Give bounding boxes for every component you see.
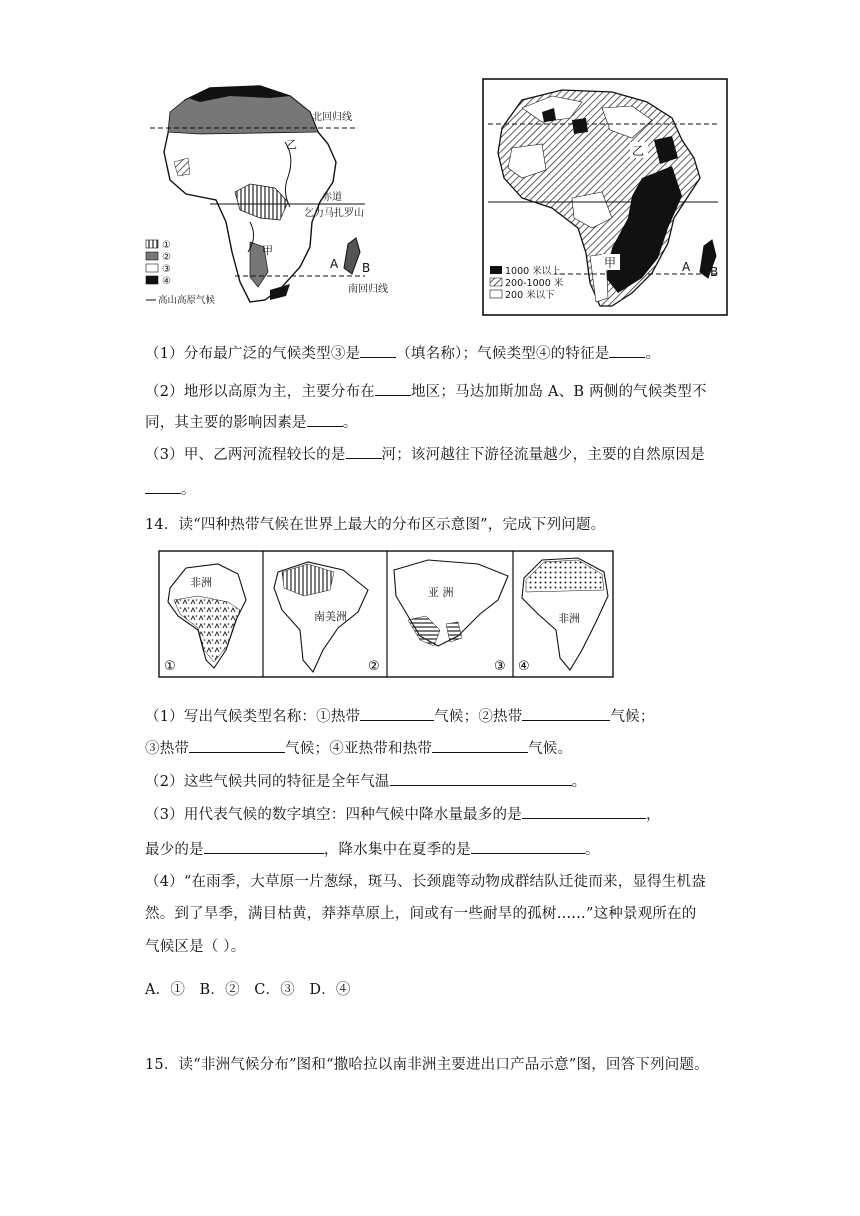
- option-b[interactable]: B．②: [199, 982, 240, 998]
- answer-blank[interactable]: [204, 839, 324, 854]
- answer-blank[interactable]: [375, 381, 411, 396]
- answer-blank[interactable]: [145, 479, 181, 494]
- terrain-legend-2: 200-1000 米: [505, 278, 564, 289]
- africa-terrain-map: [482, 78, 728, 316]
- panel-2-number: ②: [368, 659, 380, 674]
- answer-blank[interactable]: [609, 343, 645, 358]
- q13-part3-cont: 。: [145, 479, 725, 500]
- equator-label: 赤道: [322, 192, 342, 203]
- answer-blank[interactable]: [360, 343, 396, 358]
- tropical-climate-panels: [158, 550, 614, 678]
- africa-climate-map: [140, 82, 405, 314]
- answer-blank[interactable]: [189, 738, 285, 753]
- q14-part3: （3）用代表气候的数字填空：四种气候中降水量最多的是 ，: [145, 804, 725, 825]
- answer-blank[interactable]: [307, 412, 343, 427]
- legend-5: 高山高原气候: [158, 295, 216, 306]
- map1-legend: [146, 240, 216, 306]
- map2-legend: [488, 264, 564, 306]
- legend-4: ④: [162, 276, 171, 287]
- terrain-jia-label: 甲: [604, 256, 617, 270]
- answer-blank[interactable]: [346, 444, 382, 459]
- q14-part1-cont: ③热带 气候；④亚热带和热带 气候。: [145, 738, 725, 759]
- panel-4-label: 非洲: [558, 612, 580, 625]
- option-d[interactable]: D．④: [309, 982, 351, 998]
- q14-options: [145, 980, 725, 1000]
- terrain-point-b: B: [710, 265, 719, 279]
- panel-2-label: 南美洲: [314, 610, 347, 623]
- answer-blank[interactable]: [432, 738, 528, 753]
- panel-1-label: 非洲: [190, 576, 212, 589]
- q13-part2: （2）地形以高原为主，主要分布在 地区；马达加斯加岛 A、B 两侧的气候类型不: [145, 381, 725, 402]
- river-yi-label: 乙: [286, 138, 297, 151]
- q13-part1: （1）分布最广泛的气候类型③是 （填名称）；气候类型④的特征是 。: [145, 343, 725, 364]
- answer-blank[interactable]: [471, 839, 585, 854]
- q14-part3-cont: 最少的是 ，降水集中在夏季的是 。: [145, 839, 725, 860]
- option-c[interactable]: C．③: [254, 982, 295, 998]
- q13-part3: （3）甲、乙两河流程较长的是 河；该河越往下游径流量越少，主要的自然原因是: [145, 444, 725, 465]
- terrain-point-a: A: [682, 260, 691, 274]
- tropic-capricorn-label: 南回归线: [348, 284, 388, 295]
- q15-title: 15．读“非洲气候分布”图和“撒哈拉以南非洲主要进出口产品示意”图，回答下列问题。: [145, 1057, 709, 1073]
- panel-1-number: ①: [164, 659, 176, 674]
- q14-part1: （1）写出气候类型名称：①热带 气候；②热带 气候；: [145, 706, 725, 727]
- point-a-label: A: [330, 257, 339, 271]
- point-b-label: B: [362, 261, 371, 275]
- q14-part4-line2: 然。到了旱季，满目枯黄，莽莽草原上，间或有一些耐旱的孤树……”这种景观所在的: [145, 906, 697, 922]
- madagascar: [344, 238, 360, 274]
- panel-3-label: 亚 洲: [428, 586, 454, 599]
- terrain-legend-3: 200 米以下: [505, 290, 555, 301]
- answer-blank[interactable]: [360, 706, 434, 721]
- panel-3-number: ③: [494, 659, 506, 674]
- terrain-yi-label: 乙: [632, 144, 645, 158]
- legend-1: ①: [162, 240, 171, 251]
- kilimanjaro-label: 乞力马扎罗山: [304, 208, 364, 219]
- tropic-cancer-label: 北回归线: [312, 112, 352, 123]
- q14-title: 14．读“四种热带气候在世界上最大的分布区示意图”，完成下列问题。: [145, 517, 606, 533]
- answer-blank[interactable]: [522, 706, 610, 721]
- legend-3: ③: [162, 264, 171, 275]
- q14-part4-line3: 气候区是（ ）。: [145, 939, 246, 955]
- q13-part2-cont: 同，其主要的影响因素是 。: [145, 412, 725, 433]
- q14-part4-line1: （4）“在雨季，大草原一片葱绿，斑马、长颈鹿等动物成群结队迁徙而来，显得生机盎: [145, 874, 706, 890]
- legend-2: ②: [162, 252, 171, 263]
- answer-blank[interactable]: [522, 804, 646, 819]
- option-a[interactable]: A．①: [145, 982, 186, 998]
- answer-blank[interactable]: [390, 771, 572, 786]
- panel-4-number: ④: [518, 659, 530, 674]
- q14-part2: （2）这些气候共同的特征是全年气温 。: [145, 771, 725, 792]
- river-jia-label: 甲: [262, 244, 273, 257]
- terrain-legend-1: 1000 米以上: [505, 266, 561, 277]
